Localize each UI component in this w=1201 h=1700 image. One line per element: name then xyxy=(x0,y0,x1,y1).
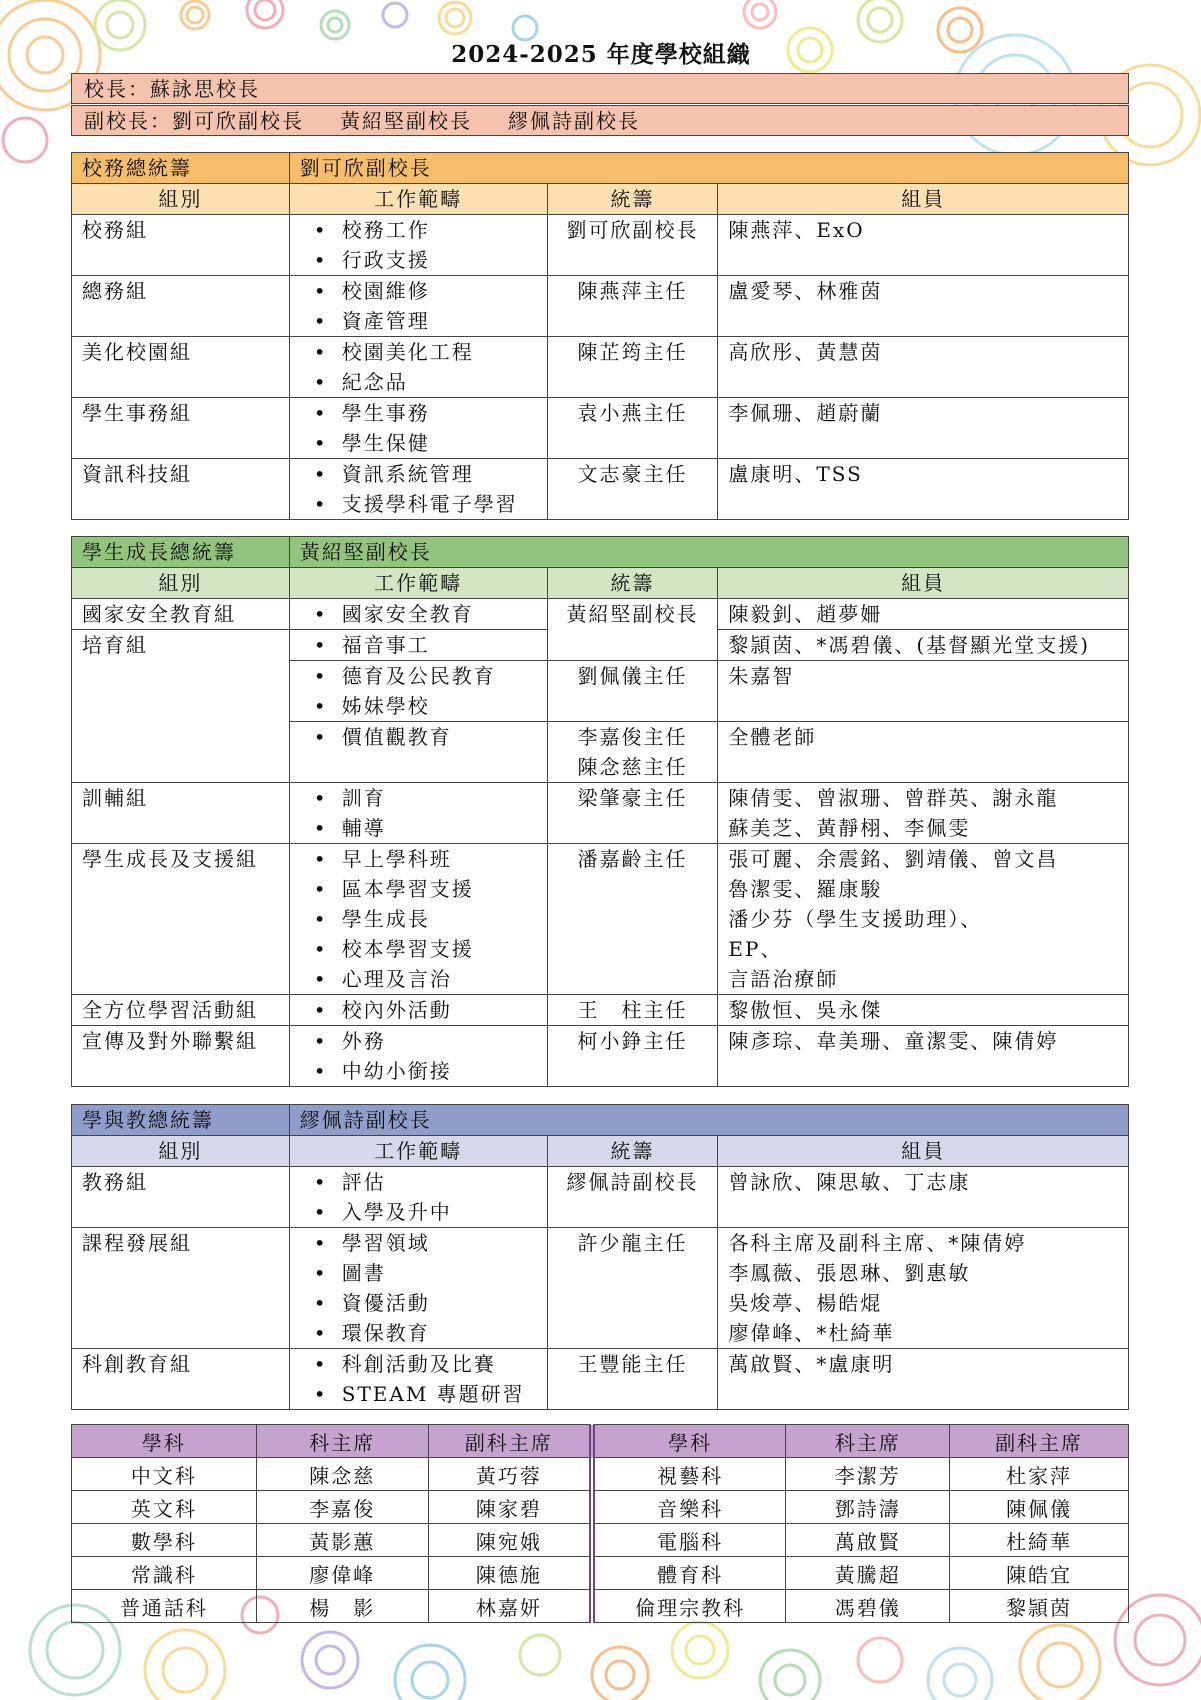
scope-item: • 紀念品 xyxy=(314,367,537,397)
group-name: 學生事務組 xyxy=(72,398,290,459)
coordinator: 劉可欣副校長 xyxy=(547,215,718,276)
table-row xyxy=(72,1026,1129,1087)
subject-chair: 黃騰超 xyxy=(786,1557,950,1590)
col-header-scope: 工作範疇 xyxy=(289,1136,547,1167)
col-header-members: 組員 xyxy=(718,184,1129,215)
subject-chair: 楊 影 xyxy=(256,1590,428,1623)
table-row xyxy=(72,1228,1129,1349)
scope-item: • 校園維修 xyxy=(314,276,537,306)
group-name: 課程發展組 xyxy=(72,1228,290,1349)
scope-item: • 國家安全教育 xyxy=(314,599,537,629)
members: 全體老師 xyxy=(718,722,1129,783)
subject-name: 英文科 xyxy=(72,1491,257,1524)
coordinator: 王 柱主任 xyxy=(547,995,718,1026)
col-header-coord: 統籌 xyxy=(547,1136,718,1167)
scope-item: • 輔導 xyxy=(314,813,537,843)
members: 各科主席及副科主席、*陳倩婷 xyxy=(728,1231,1027,1255)
vice-principals-bar xyxy=(71,105,1129,136)
subject-chair: 鄧詩濤 xyxy=(786,1491,950,1524)
section-head: 黃紹堅副校長 xyxy=(289,537,1128,568)
table-row xyxy=(72,337,1129,398)
scope-item: • 區本學習支援 xyxy=(314,874,537,904)
group-name: 總務組 xyxy=(72,276,290,337)
members: 陳燕萍、ExO xyxy=(718,215,1129,276)
coordinator: 梁肇豪主任 xyxy=(547,783,718,844)
table-row xyxy=(72,1167,1129,1228)
coordinator: 李嘉俊主任 xyxy=(577,725,688,749)
coordinator: 袁小燕主任 xyxy=(547,398,718,459)
section-name: 校務總統籌 xyxy=(72,153,290,184)
group-name: 國家安全教育組 xyxy=(72,599,290,630)
scope-item: • 中幼小銜接 xyxy=(314,1056,537,1086)
subject-vice-chair: 陳皓宜 xyxy=(950,1557,1129,1590)
scope-item: • 資優活動 xyxy=(314,1288,537,1318)
subject-chair: 廖偉峰 xyxy=(256,1557,428,1590)
scope-item: • 科創活動及比賽 xyxy=(314,1349,537,1379)
subject-name: 體育科 xyxy=(592,1557,786,1590)
scope-item: • 行政支援 xyxy=(314,245,537,275)
group-name: 全方位學習活動組 xyxy=(72,995,290,1026)
coordinator: 許少龍主任 xyxy=(547,1228,718,1349)
col-header-vice-chair: 副科主席 xyxy=(428,1425,592,1458)
group-name: 宣傳及對外聯繫組 xyxy=(72,1026,290,1087)
col-header-coord: 統籌 xyxy=(547,184,718,215)
scope-item: • 學生保健 xyxy=(314,428,537,458)
members: 李佩珊、趙蔚蘭 xyxy=(718,398,1129,459)
section-student-growth-table xyxy=(71,536,1129,1087)
members: 吳焌葶、楊皓焜 xyxy=(728,1291,883,1315)
subject-name: 中文科 xyxy=(72,1458,257,1491)
scope-item: • 心理及言治 xyxy=(314,964,537,994)
group-name: 美化校園組 xyxy=(72,337,290,398)
coordinator: 劉佩儀主任 xyxy=(547,661,718,722)
col-header-subject: 學科 xyxy=(72,1425,257,1458)
scope-item: • 環保教育 xyxy=(314,1318,537,1348)
scope-item: • STEAM 專題研習 xyxy=(314,1379,537,1409)
subject-name: 電腦科 xyxy=(592,1524,786,1557)
subject-name: 常識科 xyxy=(72,1557,257,1590)
subject-vice-chair: 陳佩儀 xyxy=(950,1491,1129,1524)
table-row xyxy=(72,1590,1129,1623)
scope-item: • 支援學科電子學習 xyxy=(314,489,537,519)
scope-item: • 校內外活動 xyxy=(314,995,537,1025)
members: 陳倩雯、曾淑珊、曾群英、謝永龍 xyxy=(728,786,1059,810)
table-row xyxy=(72,1524,1129,1557)
table-row xyxy=(72,844,1129,995)
table-row xyxy=(72,215,1129,276)
coordinator: 王豐能主任 xyxy=(547,1349,718,1410)
members: 高欣彤、黃慧茵 xyxy=(718,337,1129,398)
subject-vice-chair: 黃巧蓉 xyxy=(428,1458,592,1491)
col-header-coord: 統籌 xyxy=(547,568,718,599)
table-row xyxy=(72,1458,1129,1491)
members: 朱嘉智 xyxy=(718,661,1129,722)
scope-item: • 評估 xyxy=(314,1167,537,1197)
scope-item: • 學習領域 xyxy=(314,1228,537,1258)
members: 盧康明、TSS xyxy=(718,459,1129,520)
scope-item: • 資訊系統管理 xyxy=(314,459,537,489)
group-name: 學生成長及支援組 xyxy=(72,844,290,995)
coordinator: 黃紹堅副校長 xyxy=(547,599,718,661)
members: 張可麗、余震銘、劉靖儀、曾文昌 xyxy=(728,847,1059,871)
members: 廖偉峰、*杜綺華 xyxy=(728,1321,895,1345)
subject-name: 視藝科 xyxy=(592,1458,786,1491)
members: 言語治療師 xyxy=(728,967,839,991)
group-name: 訓輔組 xyxy=(72,783,290,844)
coordinator-2: 陳念慈主任 xyxy=(577,755,688,779)
members: 魯潔雯、羅康駿 xyxy=(728,877,883,901)
table-row xyxy=(72,398,1129,459)
group-name: 校務組 xyxy=(72,215,290,276)
table-row xyxy=(72,995,1129,1026)
table-row xyxy=(72,459,1129,520)
subject-chair: 黃影蕙 xyxy=(256,1524,428,1557)
subject-vice-chair: 杜家萍 xyxy=(950,1458,1129,1491)
subject-chair: 萬啟賢 xyxy=(786,1524,950,1557)
col-header-members: 組員 xyxy=(718,568,1129,599)
col-header-subject: 學科 xyxy=(592,1425,786,1458)
vice-principal-label: 副校長：劉可欣副校長 xyxy=(84,109,304,133)
section-name: 學與教總統籌 xyxy=(72,1105,290,1136)
scope-item: • 姊妹學校 xyxy=(314,691,537,721)
subject-vice-chair: 陳家碧 xyxy=(428,1491,592,1524)
members: 盧愛琴、林雅茵 xyxy=(718,276,1129,337)
scope-item: • 外務 xyxy=(314,1026,537,1056)
section-admin-table xyxy=(71,152,1129,520)
subject-name: 倫理宗教科 xyxy=(592,1590,786,1623)
section-head: 繆佩詩副校長 xyxy=(289,1105,1128,1136)
col-header-scope: 工作範疇 xyxy=(289,184,547,215)
section-learning-teaching-table xyxy=(71,1104,1129,1410)
members: 陳毅釗、趙夢姍 xyxy=(718,599,1129,630)
subject-name: 普通話科 xyxy=(72,1590,257,1623)
members: 陳彥琮、韋美珊、童潔雯、陳倩婷 xyxy=(718,1026,1129,1087)
subject-chair: 李潔芳 xyxy=(786,1458,950,1491)
coordinator: 柯小錚主任 xyxy=(547,1026,718,1087)
group-name: 教務組 xyxy=(72,1167,290,1228)
table-row xyxy=(72,1557,1129,1590)
scope-item: • 學生成長 xyxy=(314,904,537,934)
members: 曾詠欣、陳思敏、丁志康 xyxy=(718,1167,1129,1228)
page-title: 2024-2025 年度學校組織 xyxy=(451,41,751,68)
group-name: 資訊科技組 xyxy=(72,459,290,520)
scope-item: • 資產管理 xyxy=(314,306,537,336)
members: 潘少芬（學生支援助理）、 xyxy=(728,907,983,931)
scope-item: • 學生事務 xyxy=(314,398,537,428)
table-row xyxy=(72,276,1129,337)
scope-item: • 德育及公民教育 xyxy=(314,661,537,691)
members: 李鳳薇、張恩琳、劉惠敏 xyxy=(728,1261,971,1285)
scope-item: • 價值觀教育 xyxy=(314,722,537,752)
members: EP、 xyxy=(728,937,783,961)
subject-chair: 陳念慈 xyxy=(256,1458,428,1491)
coordinator: 陳芷筠主任 xyxy=(547,337,718,398)
section-head: 劉可欣副校長 xyxy=(289,153,1128,184)
subject-vice-chair: 陳宛娥 xyxy=(428,1524,592,1557)
subject-vice-chair: 林嘉妍 xyxy=(428,1590,592,1623)
table-row xyxy=(72,783,1129,844)
vice-principal-third: 繆佩詩副校長 xyxy=(508,109,640,133)
scope-item: • 校園美化工程 xyxy=(314,337,537,367)
col-header-group: 組別 xyxy=(72,568,290,599)
subject-chair: 李嘉俊 xyxy=(256,1491,428,1524)
scope-item: • 入學及升中 xyxy=(314,1197,537,1227)
col-header-group: 組別 xyxy=(72,184,290,215)
scope-item: • 訓育 xyxy=(314,783,537,813)
subject-name: 數學科 xyxy=(72,1524,257,1557)
subject-vice-chair: 陳德施 xyxy=(428,1557,592,1590)
subject-heads-table xyxy=(71,1424,1129,1623)
scope-item: • 福音事工 xyxy=(314,630,537,660)
coordinator: 繆佩詩副校長 xyxy=(547,1167,718,1228)
members: 萬啟賢、*盧康明 xyxy=(718,1349,1129,1410)
table-row xyxy=(72,1349,1129,1410)
col-header-vice-chair: 副科主席 xyxy=(950,1425,1129,1458)
table-row xyxy=(72,1491,1129,1524)
members: 黎傲恒、吳永傑 xyxy=(718,995,1129,1026)
scope-item: • 校本學習支援 xyxy=(314,934,537,964)
members: 黎頴茵、*馮碧儀、(基督顯光堂支援) xyxy=(718,630,1129,661)
group-name: 科創教育組 xyxy=(72,1349,290,1410)
subject-vice-chair: 黎頴茵 xyxy=(950,1590,1129,1623)
members: 蘇美芝、黃靜栩、李佩雯 xyxy=(728,816,971,840)
coordinator: 潘嘉齡主任 xyxy=(547,844,718,995)
scope-item: • 早上學科班 xyxy=(314,844,537,874)
subject-vice-chair: 杜綺華 xyxy=(950,1524,1129,1557)
scope-item: • 校務工作 xyxy=(314,215,537,245)
section-name: 學生成長總統籌 xyxy=(72,537,290,568)
col-header-chair: 科主席 xyxy=(786,1425,950,1458)
col-header-members: 組員 xyxy=(718,1136,1129,1167)
group-name: 培育組 xyxy=(72,630,290,783)
subject-chair: 馮碧儀 xyxy=(786,1590,950,1623)
scope-item: • 圖書 xyxy=(314,1258,537,1288)
subject-name: 音樂科 xyxy=(592,1491,786,1524)
col-header-group: 組別 xyxy=(72,1136,290,1167)
coordinator: 文志豪主任 xyxy=(547,459,718,520)
col-header-chair: 科主席 xyxy=(256,1425,428,1458)
coordinator: 陳燕萍主任 xyxy=(547,276,718,337)
vice-principal-second: 黃紹堅副校長 xyxy=(340,109,472,133)
principal-bar: 校長：蘇詠思校長 xyxy=(71,73,1129,104)
table-row xyxy=(72,599,1129,630)
col-header-scope: 工作範疇 xyxy=(289,568,547,599)
